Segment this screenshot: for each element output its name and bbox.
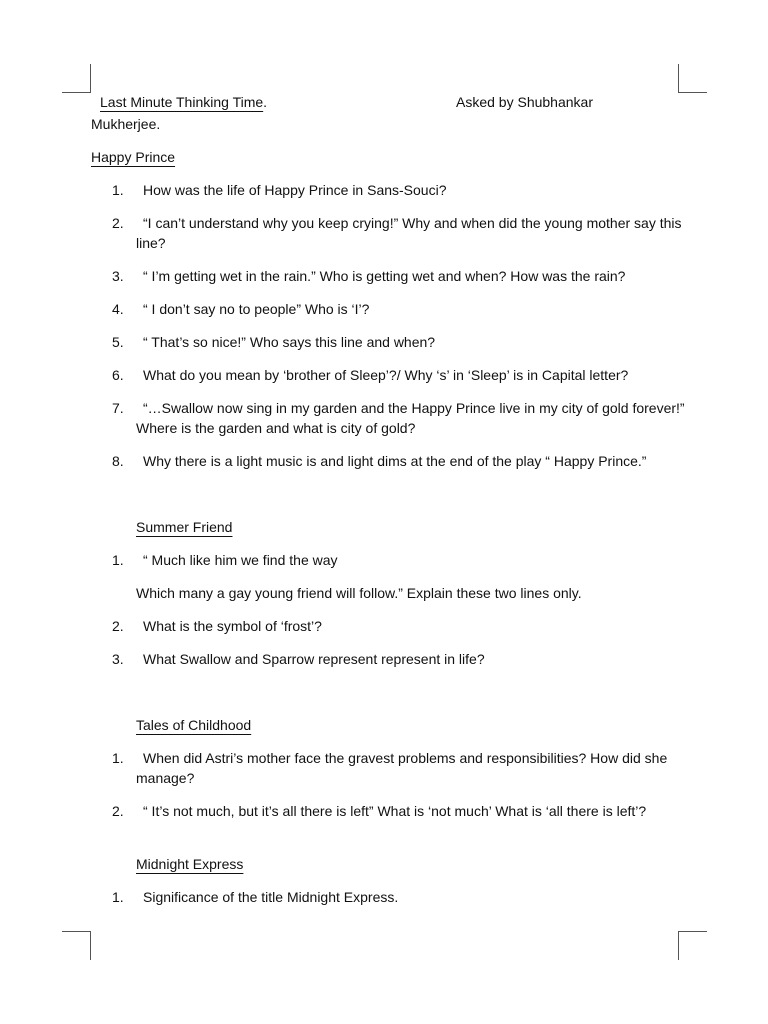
list-item [112,550,696,570]
question-continuation: Which many a gay young friend will follow.” Explain these two lines only. [136,585,582,601]
section-heading-midnight-express: Midnight Express [136,856,244,872]
crop-mark-top-left [62,64,91,93]
question-text: What is the symbol of ‘frost’? [143,618,322,634]
question-number: 2. [112,618,124,634]
question-text: “ Much like him we find the way [143,552,338,568]
question-number: 8. [112,453,124,469]
list-item [112,748,696,788]
question-text: “ It’s not much, but it’s all there is left” What is ‘not much’ What is ‘all there is left’? [143,803,647,819]
question-text: Why there is a light music is and light dims at the end of the play “ Happy Prince.” [143,453,647,469]
question-number: 4. [112,301,124,317]
list-item [112,365,696,385]
asked-by-continuation: Mukherjee. [91,116,161,132]
list-item [112,451,696,471]
title-text: Last Minute Thinking Time [100,94,264,110]
question-number: 6. [112,367,124,383]
list-item [112,887,696,907]
question-text: What Swallow and Sparrow represent represent in life? [143,651,485,667]
question-text: Significance of the title Midnight Express. [143,889,399,905]
list-item [112,649,696,669]
question-number: 5. [112,334,124,350]
question-text: “ I don’t say no to people” Who is ‘I’? [143,301,370,317]
crop-mark-top-right [678,64,707,93]
question-text: “…Swallow now sing in my garden and the Happy Prince live in my city of gold forever!” Where is the garden and what is city of gold? [136,400,685,436]
section-heading-happy-prince: Happy Prince [91,149,176,165]
list-item [112,266,696,286]
title-period: . [263,94,268,110]
question-text: “ That’s so nice!” Who says this line and when? [143,334,436,350]
question-text: “I can’t understand why you keep crying!” Why and when did the young mother say this line? [136,215,682,251]
list-item [112,180,696,200]
question-number: 3. [112,268,124,284]
asked-by: Asked by Shubhankar [456,94,593,110]
question-number: 1. [112,182,124,198]
list-item [112,398,696,438]
crop-mark-bottom-right [678,931,707,960]
list-item [112,299,696,319]
question-text: “ I’m getting wet in the rain.” Who is getting wet and when? How was the rain? [143,268,626,284]
crop-mark-bottom-left [62,931,91,960]
section-heading-tales-of-childhood: Tales of Childhood [136,717,252,733]
question-number: 2. [112,215,124,231]
question-text: When did Astri’s mother face the gravest problems and responsibilities? How did she manage? [136,750,668,786]
list-item [112,616,696,636]
question-number: 1. [112,889,124,905]
question-number: 1. [112,750,124,766]
question-number: 7. [112,400,124,416]
section-heading-summer-friend: Summer Friend [136,519,233,535]
question-number: 1. [112,552,124,568]
question-text: What do you mean by ‘brother of Sleep’?/ Why ‘s’ in ‘Sleep’ is in Capital letter? [143,367,629,383]
list-item [112,213,696,253]
list-item [112,801,696,821]
document-title [100,92,267,112]
question-number: 3. [112,651,124,667]
question-text: How was the life of Happy Prince in Sans-Souci? [143,182,447,198]
list-item [112,332,696,352]
question-number: 2. [112,803,124,819]
